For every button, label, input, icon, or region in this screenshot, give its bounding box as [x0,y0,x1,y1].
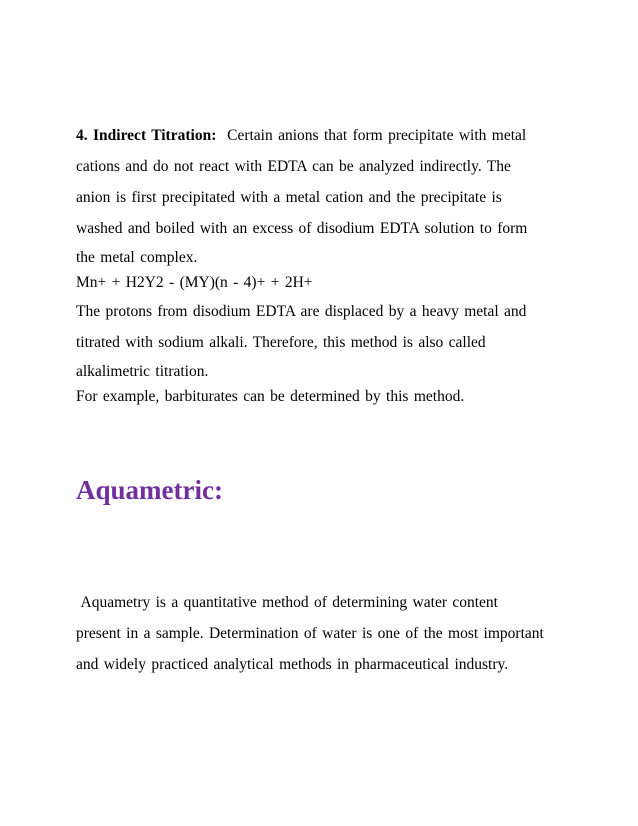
aquametric-heading: Aquametric: [76,475,223,505]
paragraph-line: For example, barbiturates can be determined by this method. [76,388,465,405]
paragraph-line: present in a sample. Determination of water is one of the most important [76,625,544,642]
paragraph-line: the metal complex. [76,249,198,266]
paragraph-line: anion is first precipitated with a metal cation and the precipitate is [76,189,502,206]
paragraph-line: alkalimetric titration. [76,363,209,380]
paragraph-line: washed and boiled with an excess of disodium EDTA solution to form [76,220,528,237]
paragraph-text: Certain anions that form precipitate with metal [227,127,527,144]
paragraph-line: and widely practiced analytical methods in pharmaceutical industry. [76,656,509,673]
paragraph-line: cations and do not react with EDTA can be analyzed indirectly. The [76,158,511,175]
indirect-titration-label: 4. Indirect Titration: [76,127,217,144]
chemical-equation: Mn+ + H2Y2 - (MY)(n - 4)+ + 2H+ [76,274,313,291]
paragraph-line: The protons from disodium EDTA are displaced by a heavy metal and [76,303,527,320]
paragraph-line: Aquametry is a quantitative method of determining water content [76,594,498,611]
paragraph-line [76,126,526,146]
paragraph-line: titrated with sodium alkali. Therefore, this method is also called [76,334,486,351]
